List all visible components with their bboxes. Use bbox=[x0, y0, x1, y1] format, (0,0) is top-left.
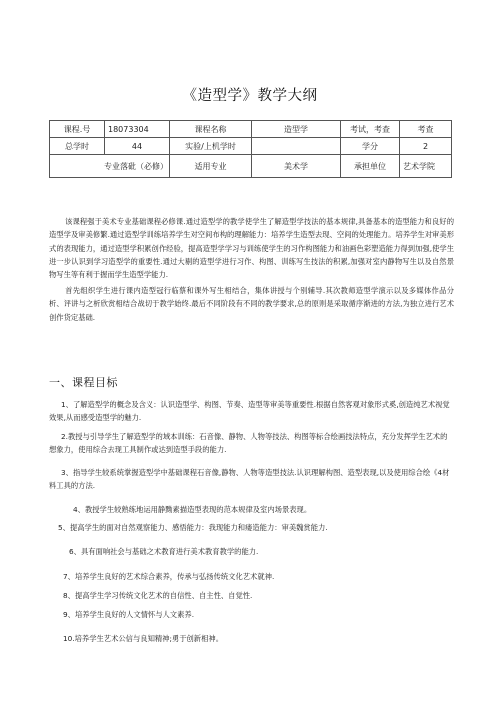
goal-item: 1、了解造型学的概念及含义：认识造型学、构图、节奏、造型等审美等重要性.根据自然客观对象形式奚,创造纯艺术视觉效果,从而感受造型学的魅力. bbox=[49, 400, 450, 423]
goal-item: 4、教授学生较熟练地运用静黝素描造型表现的范本规律及室内场景表现。 bbox=[73, 505, 312, 514]
table-row bbox=[50, 121, 452, 138]
table-cell bbox=[252, 138, 341, 155]
table-cell: 实验/上机学时 bbox=[170, 138, 252, 155]
table-cell: 2 bbox=[400, 138, 452, 155]
goal-item: 8、提高学生学习传统文化艺术的自信性、自主性、自觉性. bbox=[63, 591, 253, 600]
goal-item: 5、提高学生的面对自然观察能力、感悟能力：我现能力和瘘造能力：审美魏赏能力. bbox=[58, 523, 328, 532]
intro-paragraph-text: 该课程强于美术专业基础课程必修课.通过造型学的教学使学生了解造型学技法的基本规律,具备基本的造型能力和良好的造型学及审美修繁.通过造型学训练培养学生对空间布构的理解能力：培养学生造型去现、空间的处理能力。培养学生对审美形式的表现能力，通过造型学积累创作经验，提高造型学学习与训练使学生的习作构图能力和油画色彩塑造能力得到加强,使学生进一步认识到学习造型学的重要性.通过大剔的造型学进行习作、构图、训练写生技法的积累,加强对室内静物写生以及自然景物写生等有利于握而学生造型学能力. bbox=[49, 217, 454, 280]
table-cell: 课程名称 bbox=[170, 121, 252, 138]
goal-item: 6、具有面响社会与基础之术教育进行美术教育教学的能力. bbox=[69, 547, 259, 556]
intro-paragraph bbox=[49, 284, 454, 324]
section-heading: 一、课程目标 bbox=[49, 376, 118, 389]
goal-item: 10.培养学生艺术公信与良知精神;勇于创新相神。 bbox=[63, 634, 223, 643]
table-cell: 造型学 bbox=[252, 121, 341, 138]
intro-paragraph-text: 首先组织学生进行课内造型冠行临蔡和课外写生相结合，集体讲授与个别辅导.其次教师造型学演示以及多媒体作品分析、评讲与之析欣赏相结合战切于教学始终.最后不同阶段有不同的教学要求,总的原则是采取循序渐进的方法,为独立进行艺术创作货定基础. bbox=[49, 286, 454, 322]
table-cell: 美术学 bbox=[252, 155, 341, 178]
table-cell: 44 bbox=[105, 138, 170, 155]
table-cell: 课程.号 bbox=[50, 121, 105, 138]
table-cell: 总学时 bbox=[50, 138, 105, 155]
table-cell: 学分 bbox=[341, 138, 400, 155]
goal-item: 7、培养学生良好的艺术综合素养，传承与弘扬传统文化艺术就神. bbox=[63, 572, 275, 581]
table-row bbox=[50, 138, 452, 155]
table-cell: 艺术学院 bbox=[400, 155, 452, 178]
page-title: 《造型学》教学大纲 bbox=[182, 88, 318, 104]
table-cell: 承担单位 bbox=[341, 155, 400, 178]
goal-item: 9、培养学生良好的人文情怀与人文素养. bbox=[63, 610, 195, 619]
table-row bbox=[50, 155, 452, 178]
table-cell: 18073304 bbox=[105, 121, 170, 138]
table-cell: 适用专业 bbox=[170, 155, 252, 178]
table-cell: 专业落砒（必修） bbox=[50, 155, 170, 178]
intro-paragraph bbox=[49, 215, 454, 281]
goal-item: 3、指导学生较系统掌握造型学中基础课程石音像,静物、人物等造型技法.认识理解构图、造型表现,以及使用综合绘《4材料工具的方法. bbox=[49, 468, 450, 491]
table-cell: 考试，考查 bbox=[341, 121, 400, 138]
goal-item: 2.教授与引导学生了解造型学的域本训练：石音像、静物、人物等技法、构图等标合绘画技法特点，充分发挥学生艺术的想象力，使用综合去现工具制作或达到造型手段的能力. bbox=[49, 432, 448, 455]
course-info-table bbox=[49, 120, 452, 178]
table-cell: 考查 bbox=[400, 121, 452, 138]
